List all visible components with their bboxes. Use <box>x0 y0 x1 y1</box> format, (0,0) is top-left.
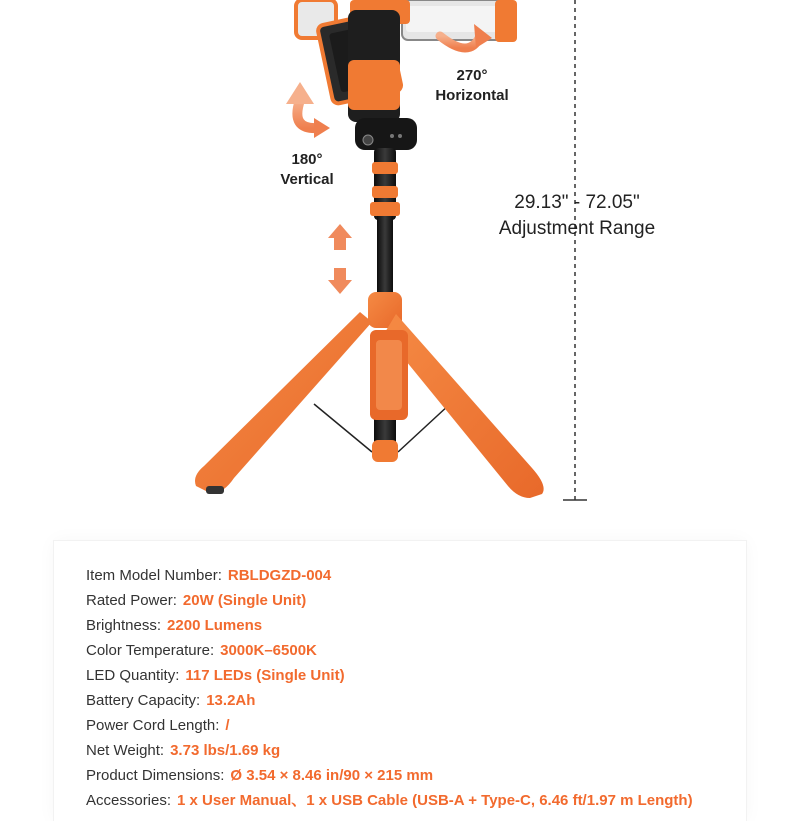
adjustment-range-callout <box>470 190 684 242</box>
spec-value: / <box>225 717 230 734</box>
spec-value: Ø 3.54 × 8.46 in/90 × 215 mm <box>230 767 434 784</box>
spec-label: Power Cord Length: <box>86 717 220 734</box>
adjustment-range-label: Adjustment Range <box>498 218 656 239</box>
vertical-rotation-callout <box>262 150 352 190</box>
spec-value: 13.2Ah <box>206 692 256 709</box>
spec-row-led-quantity <box>86 663 693 688</box>
spec-label: LED Quantity: <box>86 667 180 684</box>
horizontal-rotation-label: Horizontal <box>435 87 509 104</box>
spec-value: 2200 Lumens <box>167 617 263 634</box>
vertical-rotation-label: Vertical <box>280 171 334 188</box>
spec-value: 1 x User Manual、1 x USB Cable (USB-A + Type-C, 6.46 ft/1.97 m Length) <box>177 792 693 809</box>
vertical-rotation-degrees: 180° <box>291 151 323 168</box>
height-adjust-arrows-icon <box>328 224 352 294</box>
horizontal-rotation-callout <box>418 66 526 106</box>
spec-label: Item Model Number: <box>86 567 222 584</box>
specifications-list <box>86 563 693 813</box>
spec-label: Brightness: <box>86 617 162 634</box>
spec-label: Accessories: <box>86 792 172 809</box>
spec-value: 20W (Single Unit) <box>182 592 307 609</box>
spec-row-rated-power <box>86 588 693 613</box>
horizontal-rotation-degrees: 270° <box>456 67 488 84</box>
spec-value: 3.73 lbs/1.69 kg <box>170 742 281 759</box>
specifications-card <box>54 541 746 821</box>
vertical-rotation-arrow-icon <box>286 82 330 138</box>
spec-row-power-cord-length <box>86 713 693 738</box>
spec-label: Net Weight: <box>86 742 165 759</box>
spec-row-net-weight <box>86 738 693 763</box>
spec-label: Product Dimensions: <box>86 767 225 784</box>
spec-label: Battery Capacity: <box>86 692 201 709</box>
spec-row-product-dimensions <box>86 763 693 788</box>
spec-row-brightness <box>86 613 693 638</box>
height-dimension-line <box>563 0 587 500</box>
spec-row-color-temperature <box>86 638 693 663</box>
spec-value: RBLDGZD-004 <box>227 567 332 584</box>
adjustment-range-values: 29.13" - 72.05" <box>514 192 640 213</box>
spec-label: Rated Power: <box>86 592 177 609</box>
spec-value: 117 LEDs (Single Unit) <box>185 667 345 684</box>
spec-row-model-number <box>86 563 693 588</box>
tripod-base <box>195 292 544 498</box>
spec-value: 3000K–6500K <box>220 642 317 659</box>
spec-label: Color Temperature: <box>86 642 215 659</box>
spec-row-accessories <box>86 788 693 813</box>
spec-row-battery-capacity <box>86 688 693 713</box>
